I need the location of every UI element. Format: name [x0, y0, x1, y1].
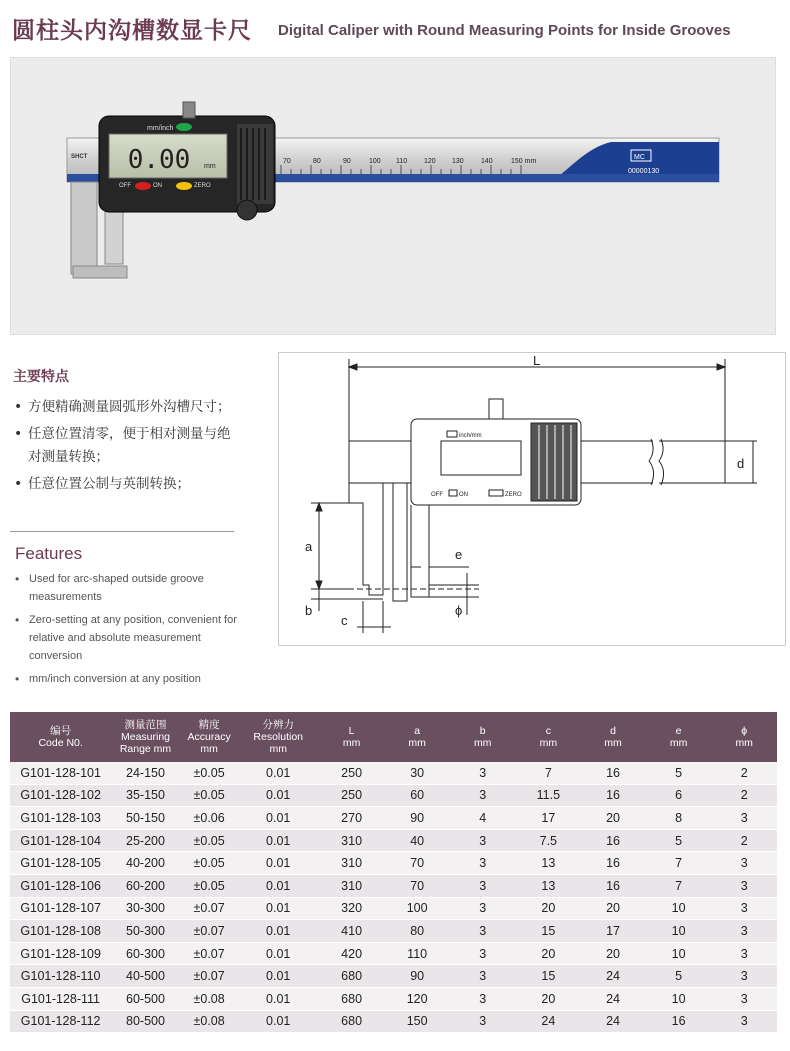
zero-label: ZERO	[194, 183, 211, 189]
table-row	[10, 807, 777, 830]
dim-L-label: L	[533, 353, 541, 368]
table-row	[10, 874, 777, 897]
table-cell: 310	[318, 852, 385, 875]
table-cell: 24	[580, 1010, 646, 1033]
table-cell: 7	[646, 874, 712, 897]
table-cell: 0.01	[239, 1010, 318, 1033]
table-cell: 40	[385, 829, 449, 852]
diagram-on: ON	[459, 492, 468, 498]
table-cell: 4	[449, 807, 516, 830]
scale-tick-label: 90	[343, 158, 351, 165]
column-header-line: Resolution	[253, 731, 304, 743]
table-cell: 3	[711, 807, 777, 830]
column-header	[385, 712, 449, 762]
table-cell: G101-128-106	[10, 874, 111, 897]
lcd-unit: mm	[204, 163, 216, 170]
column-header-line: e	[675, 725, 682, 737]
table-cell: 3	[449, 874, 516, 897]
table-cell: 11.5	[516, 784, 580, 807]
column-header-line: a	[414, 725, 421, 737]
table-cell: ±0.05	[180, 874, 239, 897]
column-header-line: mm	[408, 737, 426, 749]
table-cell: 310	[318, 874, 385, 897]
table-cell: ±0.07	[180, 942, 239, 965]
table-cell: 80	[385, 920, 449, 943]
table-cell: 10	[646, 942, 712, 965]
column-header-line: mm	[669, 737, 688, 749]
table-cell: 3	[449, 987, 516, 1010]
table-cell: 7	[516, 762, 580, 784]
page-title-cn: 圆柱头内沟槽数显卡尺	[12, 18, 252, 44]
table-cell: 24	[580, 965, 646, 988]
table-cell: 70	[385, 852, 449, 875]
table-row	[10, 942, 777, 965]
table-cell: 3	[711, 852, 777, 875]
table-cell: 100	[385, 897, 449, 920]
table-cell: ±0.07	[180, 897, 239, 920]
table-cell: 16	[580, 829, 646, 852]
column-header-line: mm	[342, 737, 361, 749]
table-cell: 24	[516, 1010, 580, 1033]
table-cell: 13	[516, 852, 580, 875]
scale-tick-label: 100	[369, 158, 381, 165]
table-cell: 30	[385, 762, 449, 784]
table-cell: 6	[646, 784, 712, 807]
dim-e-label: e	[455, 547, 463, 562]
scale-tick-label: 80	[313, 158, 321, 165]
table-cell: 17	[580, 920, 646, 943]
table-cell: G101-128-105	[10, 852, 111, 875]
table-cell: G101-128-101	[10, 762, 111, 784]
column-header	[646, 712, 712, 762]
table-cell: G101-128-112	[10, 1010, 111, 1033]
table-cell: ±0.07	[180, 965, 239, 988]
table-cell: 15	[516, 965, 580, 988]
product-photo	[10, 57, 776, 335]
table-cell: 16	[646, 1010, 712, 1033]
zero-button	[176, 182, 192, 190]
unit-label: mm/inch	[147, 125, 174, 132]
table-cell: 3	[711, 987, 777, 1010]
column-header-line: 测量范围	[124, 719, 167, 731]
table-cell: 5	[646, 829, 712, 852]
table-cell: 20	[580, 942, 646, 965]
table-cell: 7	[646, 852, 712, 875]
table-cell: 410	[318, 920, 385, 943]
table-cell: 7.5	[516, 829, 580, 852]
table-cell: 8	[646, 807, 712, 830]
table-cell: 680	[318, 987, 385, 1010]
table-cell: 16	[580, 852, 646, 875]
column-header	[580, 712, 646, 762]
dim-b-label: b	[305, 603, 313, 618]
table-cell: 0.01	[239, 807, 318, 830]
scale-tick-label: 120	[424, 158, 436, 165]
table-cell: 60	[385, 784, 449, 807]
scale-tick-label: 140	[481, 158, 493, 165]
lock-screw	[183, 102, 195, 118]
unit-button	[176, 123, 192, 131]
table-cell: ±0.08	[180, 1010, 239, 1033]
on-label: ON	[153, 183, 162, 189]
page-title-en: Digital Caliper with Round Measuring Points for Inside Grooves	[278, 22, 731, 39]
table-cell: 680	[318, 1010, 385, 1033]
dim-phi-label: ϕ	[455, 603, 463, 618]
column-header-line: c	[545, 725, 551, 737]
table-cell: 0.01	[239, 874, 318, 897]
table-cell: 250	[318, 784, 385, 807]
table-cell: 2	[711, 829, 777, 852]
table-cell: 50-150	[111, 807, 179, 830]
table-cell: ±0.05	[180, 784, 239, 807]
table-cell: 3	[449, 852, 516, 875]
table-cell: 120	[385, 987, 449, 1010]
table-cell: 20	[580, 807, 646, 830]
list-item: • 任意位置清零，便于相对测量与绝对测量转换；	[12, 423, 240, 469]
column-header-line: mm	[539, 737, 558, 749]
table-cell: 110	[385, 942, 449, 965]
serial-number: 00000130	[628, 168, 660, 175]
list-item: • Zero-setting at any position, convenient for relative and absolute measurement conversion	[14, 611, 246, 665]
table-cell: G101-128-103	[10, 807, 111, 830]
table-cell: 16	[580, 784, 646, 807]
table-cell: 150	[385, 1010, 449, 1033]
table-row	[10, 829, 777, 852]
table-row	[10, 920, 777, 943]
table-cell: 40-500	[111, 965, 179, 988]
table-cell: 60-300	[111, 942, 179, 965]
table-cell: 3	[449, 920, 516, 943]
dim-a-label: a	[305, 539, 313, 554]
table-cell: 20	[516, 897, 580, 920]
table-cell: 5	[646, 762, 712, 784]
table-cell: 2	[711, 784, 777, 807]
diagram-inch-mm: inch/mm	[459, 433, 482, 439]
table-cell: 24-150	[111, 762, 179, 784]
table-cell: 0.01	[239, 897, 318, 920]
column-header-line: mm	[735, 737, 753, 749]
table-cell: 3	[449, 1010, 516, 1033]
column-header	[239, 712, 318, 762]
lcd-value: 0.00	[127, 145, 191, 175]
column-header-line: mm	[604, 737, 622, 749]
table-cell: G101-128-109	[10, 942, 111, 965]
table-cell: 0.01	[239, 784, 318, 807]
dim-d-label: d	[737, 456, 745, 471]
table-cell: 420	[318, 942, 385, 965]
features-cn-list	[12, 396, 240, 500]
table-cell: 20	[516, 942, 580, 965]
table-cell: 3	[711, 897, 777, 920]
table-cell: 0.01	[239, 829, 318, 852]
table-cell: 3	[449, 965, 516, 988]
table-cell: G101-128-110	[10, 965, 111, 988]
dim-c-label: c	[341, 613, 348, 628]
table-cell: 0.01	[239, 987, 318, 1010]
scale-tick-label: 150 mm	[511, 158, 537, 165]
table-cell: 50-300	[111, 920, 179, 943]
table-row	[10, 762, 777, 784]
table-cell: 16	[580, 874, 646, 897]
table-cell: 80-500	[111, 1010, 179, 1033]
table-cell: 2	[711, 762, 777, 784]
column-header-line: mm	[269, 743, 287, 755]
table-row	[10, 965, 777, 988]
column-header	[449, 712, 516, 762]
table-cell: 3	[449, 829, 516, 852]
table-cell: 5	[646, 965, 712, 988]
diagram-off: OFF	[431, 492, 443, 498]
column-header-line: Code N0.	[38, 737, 83, 749]
table-cell: 40-200	[111, 852, 179, 875]
table-cell: 16	[580, 762, 646, 784]
features-en-list	[14, 570, 246, 693]
scale-tick-label: 110	[396, 158, 408, 165]
table-cell: G101-128-104	[10, 829, 111, 852]
column-header-line: Measuring	[120, 731, 171, 743]
column-header-line: ϕ	[741, 725, 748, 737]
table-cell: 90	[385, 807, 449, 830]
table-header-row	[10, 712, 777, 762]
list-item: • mm/inch conversion at any position	[14, 670, 246, 688]
table-cell: 3	[449, 897, 516, 920]
table-cell: 0.01	[239, 965, 318, 988]
scale-tick-label: 130	[452, 158, 464, 165]
dimension-diagram	[278, 352, 786, 646]
column-header	[318, 712, 385, 762]
column-header	[10, 712, 111, 762]
table-cell: ±0.07	[180, 920, 239, 943]
table-row	[10, 1010, 777, 1033]
table-cell: 320	[318, 897, 385, 920]
table-cell: ±0.06	[180, 807, 239, 830]
table-cell: 250	[318, 762, 385, 784]
table-row	[10, 784, 777, 807]
features-en-heading: Features	[15, 544, 83, 563]
on-off-button	[135, 182, 151, 190]
column-header-line: L	[348, 725, 355, 737]
table-cell: 60-500	[111, 987, 179, 1010]
table-cell: 3	[449, 942, 516, 965]
table-cell: ±0.05	[180, 852, 239, 875]
column-header-line: 编号	[50, 725, 72, 737]
table-cell: 20	[516, 987, 580, 1010]
table-cell: 20	[580, 897, 646, 920]
column-header-line: Accuracy	[187, 731, 231, 743]
column-header-line: Range mm	[119, 743, 172, 755]
section-divider	[10, 531, 234, 532]
column-header	[711, 712, 777, 762]
table-cell: 3	[711, 965, 777, 988]
table-cell: ±0.08	[180, 987, 239, 1010]
table-cell: 90	[385, 965, 449, 988]
table-cell: 70	[385, 874, 449, 897]
table-cell: 30-300	[111, 897, 179, 920]
list-item: • 任意位置公制与英制转换；	[12, 473, 240, 496]
table-cell: 0.01	[239, 762, 318, 784]
column-header-line: b	[479, 725, 486, 737]
table-cell: 24	[580, 987, 646, 1010]
table-cell: G101-128-107	[10, 897, 111, 920]
list-item: • Used for arc-shaped outside groove measurements	[14, 570, 246, 606]
column-header-line: d	[610, 725, 616, 737]
table-cell: 3	[711, 920, 777, 943]
table-cell: 3	[711, 1010, 777, 1033]
table-cell: 3	[449, 784, 516, 807]
table-cell: 680	[318, 965, 385, 988]
table-cell: 15	[516, 920, 580, 943]
column-header-line: mm	[473, 737, 492, 749]
table-cell: 10	[646, 920, 712, 943]
column-header-line: 分辨力	[262, 719, 294, 731]
diagram-zero: ZERO	[505, 492, 522, 498]
table-cell: ±0.05	[180, 762, 239, 784]
table-cell: 270	[318, 807, 385, 830]
table-cell: 310	[318, 829, 385, 852]
table-row	[10, 987, 777, 1010]
table-cell: 13	[516, 874, 580, 897]
spec-table	[10, 712, 777, 1033]
table-cell: G101-128-111	[10, 987, 111, 1010]
table-body	[10, 762, 777, 1033]
table-cell: 25-200	[111, 829, 179, 852]
table-cell: 3	[449, 762, 516, 784]
table-cell: ±0.05	[180, 829, 239, 852]
scale-tick-label: 70	[283, 158, 291, 165]
table-cell: 35-150	[111, 784, 179, 807]
list-item: • 方便精确测量圆弧形外沟槽尺寸；	[12, 396, 240, 419]
table-cell: 17	[516, 807, 580, 830]
table-cell: 3	[711, 942, 777, 965]
table-cell: 0.01	[239, 852, 318, 875]
table-cell: 0.01	[239, 920, 318, 943]
off-label: OFF	[119, 183, 131, 189]
table-cell: G101-128-102	[10, 784, 111, 807]
table-cell: 10	[646, 987, 712, 1010]
mc-badge: MC	[634, 154, 645, 161]
table-cell: G101-128-108	[10, 920, 111, 943]
table-cell: 60-200	[111, 874, 179, 897]
fixed-jaw	[71, 182, 97, 274]
features-cn-heading: 主要特点	[13, 369, 69, 385]
table-row	[10, 852, 777, 875]
column-header-line: 精度	[198, 719, 220, 731]
table-cell: 10	[646, 897, 712, 920]
column-header-line: mm	[200, 743, 218, 755]
column-header	[180, 712, 239, 762]
column-header	[111, 712, 179, 762]
brand-logo: SHCT	[71, 154, 88, 160]
column-header	[516, 712, 580, 762]
table-cell: 3	[711, 874, 777, 897]
table-row	[10, 897, 777, 920]
table-cell: 0.01	[239, 942, 318, 965]
